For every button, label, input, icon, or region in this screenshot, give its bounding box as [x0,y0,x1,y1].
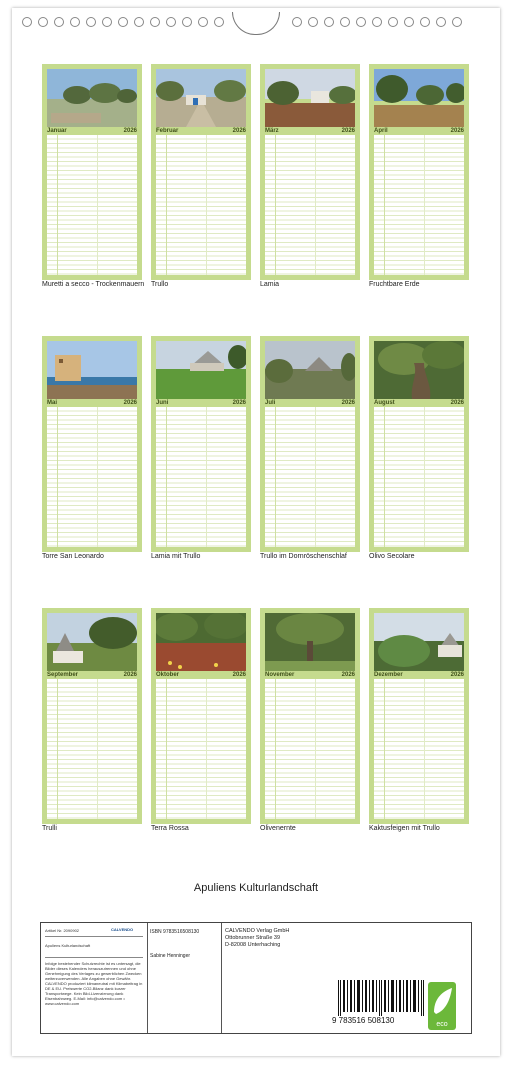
month-photo [265,341,355,399]
photo-caption: Torre San Leonardo [42,553,104,560]
ring [324,17,334,27]
ring [292,17,302,27]
month-name: Oktober [156,672,180,678]
month-year: 2026 [450,128,464,134]
month-card-july [260,336,360,552]
month-year: 2026 [123,672,137,678]
day-grid [47,679,137,819]
ring [150,17,160,27]
photo-caption: Fruchtbare Erde [369,281,420,288]
month-name: Juli [265,400,276,406]
month-card-january [42,64,142,280]
author: Sabine Henninger [150,953,191,959]
product-name: Apuliens Kulturlandschaft [45,943,91,948]
month-name: Februar [156,128,179,134]
ring [166,17,176,27]
day-grid [374,407,464,547]
photo-caption: Muretti a secco - Trockenmauern [42,281,145,288]
month-name: April [374,128,388,134]
month-card-august [369,336,469,552]
month-year: 2026 [232,400,246,406]
article-number: Artikel Nr. 2090902 [45,928,80,933]
month-name: August [374,400,395,406]
isbn: ISBN 9783516508130 [150,929,200,935]
month-year: 2026 [123,128,137,134]
day-grid [265,135,355,275]
ring [118,17,128,27]
day-grid [156,407,246,547]
binding-rings-left [22,17,224,29]
month-photo [265,613,355,671]
ring [388,17,398,27]
day-grid [265,679,355,819]
ring [308,17,318,27]
calendar-title: Apuliens Kulturlandschaft [193,882,319,894]
month-name: September [47,672,79,678]
month-photo [47,341,137,399]
footer-isbn-column [147,923,222,1033]
month-card-may [42,336,142,552]
ring [404,17,414,27]
month-photo [374,613,464,671]
ring [436,17,446,27]
barcode-number: 9 783516 508130 [332,1016,395,1024]
month-year: 2026 [341,128,355,134]
month-photo [47,613,137,671]
month-photo [374,69,464,127]
month-photo [156,341,246,399]
month-year: 2026 [341,672,355,678]
day-grid [156,135,246,275]
eco-badge [428,982,456,1030]
month-year: 2026 [232,128,246,134]
ring [70,17,80,27]
divider [45,957,143,958]
month-name: Juni [156,400,169,406]
ring [22,17,32,27]
publisher-street: Ottobrunner Straße 39 [225,935,281,941]
ring [54,17,64,27]
eco-label: eco [436,1021,448,1028]
day-grid [47,407,137,547]
publisher-city: D-82008 Unterhaching [225,942,281,948]
day-grid [265,407,355,547]
month-card-october [151,608,251,824]
month-year: 2026 [450,672,464,678]
ring [134,17,144,27]
leaf-icon [428,982,456,1030]
month-year: 2026 [123,400,137,406]
month-photo [156,69,246,127]
month-name: Januar [47,128,67,134]
legal-disclaimer: Infolge bestehender Schutzrechte ist es untersagt, die Bilder dieses Kalenders herauszutrennen und ohne Genehmigung des Verlages zu gewerblichen Zwecken weiterzuverwenden. Alle Angaben ohne Gewähr. CALVENDO produziert klimaneutral mit Klimabeitrag in DE & EU. Preiswerte CO2-Bilanz dank kurzer Transportwege. Kein Bild-Lizenzierung dank Eisenbahnweg. E-Mail: info@calvendo.com • www.calvendo.com [45,961,143,1006]
month-year: 2026 [450,400,464,406]
day-grid [47,135,137,275]
ring [356,17,366,27]
photo-caption: Trullo [151,281,169,288]
month-year: 2026 [341,400,355,406]
publisher-name: CALVENDO Verlag GmbH [225,928,290,934]
day-grid [374,135,464,275]
month-card-november [260,608,360,824]
month-name: März [265,128,279,134]
ring [198,17,208,27]
month-photo [47,69,137,127]
month-card-march [260,64,360,280]
month-photo [265,69,355,127]
photo-caption: Lamia [260,281,280,288]
month-card-april [369,64,469,280]
photo-caption: Olivo Secolare [369,553,415,560]
ring [182,17,192,27]
photo-caption: Lamia mit Trullo [151,553,201,560]
photo-caption: Trullo im Dornröschenschlaf [260,553,347,560]
month-photo [156,613,246,671]
ring [340,17,350,27]
divider [45,936,143,937]
month-name: Dezember [374,672,403,678]
photo-caption: Trulli [42,825,57,832]
month-photo [374,341,464,399]
ring [38,17,48,27]
photo-caption: Terra Rossa [151,825,189,832]
calvendo-logo: CALVENDO [111,927,134,932]
month-name: November [265,672,295,678]
day-grid [156,679,246,819]
month-card-june [151,336,251,552]
ring [86,17,96,27]
ring [372,17,382,27]
binding-rings-right [292,17,462,29]
ring [214,17,224,27]
ring [452,17,462,27]
ring [102,17,112,27]
month-year: 2026 [232,672,246,678]
barcode [330,980,434,1024]
month-card-december [369,608,469,824]
day-grid [374,679,464,819]
ring [420,17,430,27]
photo-caption: Olivenernte [260,825,296,832]
photo-caption: Kaktusfeigen mit Trullo [369,825,440,832]
month-name: Mai [47,400,58,406]
month-card-february [151,64,251,280]
month-card-september [42,608,142,824]
